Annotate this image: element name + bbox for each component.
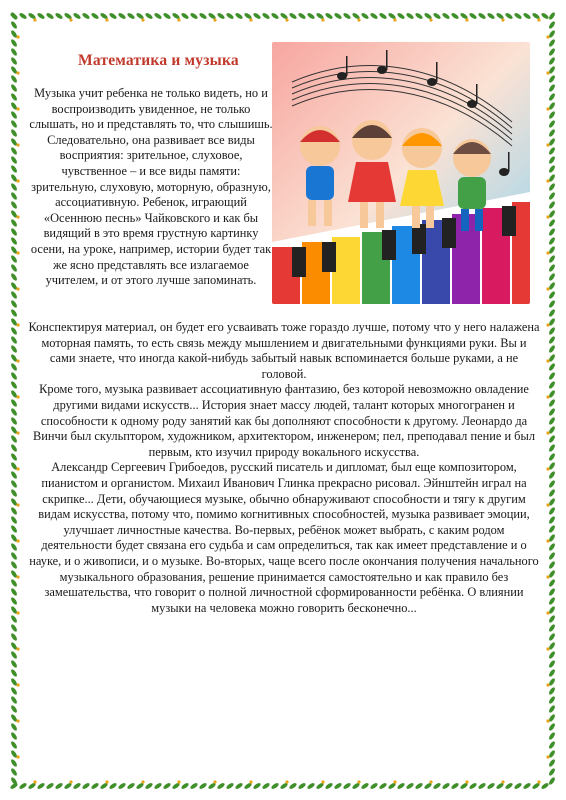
intro-column: [28, 86, 274, 289]
body-paragraph: Александр Сергеевич Грибоедов, русский писатель и дипломат, был еще композитором, пианистом и органистом. Михаил Иванович Глинка прекрасно рисовал. Эйнштейн играл на скрипке... Дети, обучающиеся музыке, обычно обнаруживают способности и тягу к другим видам искусства, потому что, помимо когнитивных способностей, музыка развивает эмоции, улучшает личностные качества. Во-первых, ребёнок может выбрать, с каким родом деятельности будет связана его судьба и сам определиться, так как имеет представление и о науке, и о живописи, и о музыке. Во-вторых, чаще всего после окончания получения начального музыкального образования, решение принимается самостоятельно и как правило без замешательства, что говорит о полной личностной сформированности ребёнка. О влиянии музыки на человека можно говорить бесконечно...: [29, 460, 539, 615]
children-piano-illustration: [272, 42, 530, 304]
intro-paragraph: Музыка учит ребенка не только видеть, но и воспроизводить увиденное, не только слышать, но и представлять то, что слышишь. Следовательно, она развивает все виды восприятия: зрительное, слуховое, чувственное – и все виды памяти: зрительную, слуховую, моторную, образную, ассоциативную. Ребенок, играющий «Осеннюю песнь» Чайковского и как бы видящий в это время грустную картинку осени, на уроке, например, истории будет так же ясно представлять все излагаемое учителем, и от этого лучше запоминать.: [29, 86, 273, 288]
page-title: Математика и музыка: [78, 52, 239, 69]
body-paragraph: Конспектируя материал, он будет его усваивать тоже гораздо лучше, потому что у него налажена моторная память, то есть связь между мышлением и двигательными функциями руки. Вы и сами знаете, что иногда какой-нибудь забытый навык вспоминается больше руками, а не головой.: [28, 320, 540, 381]
body-paragraph: Кроме того, музыка развивает ассоциативную фантазию, без которой невозможно овладение другими видами искусств... История знает массу людей, талант которых многогранен и способности к одному роду занятий как бы дополняют способности к другому. Леонардо да Винчи был скульптором, художником, архитектором, инженером; пел, преподавал пение и был первым, кто изучил природу вокального искусства.: [33, 382, 535, 459]
main-body: [28, 320, 540, 616]
